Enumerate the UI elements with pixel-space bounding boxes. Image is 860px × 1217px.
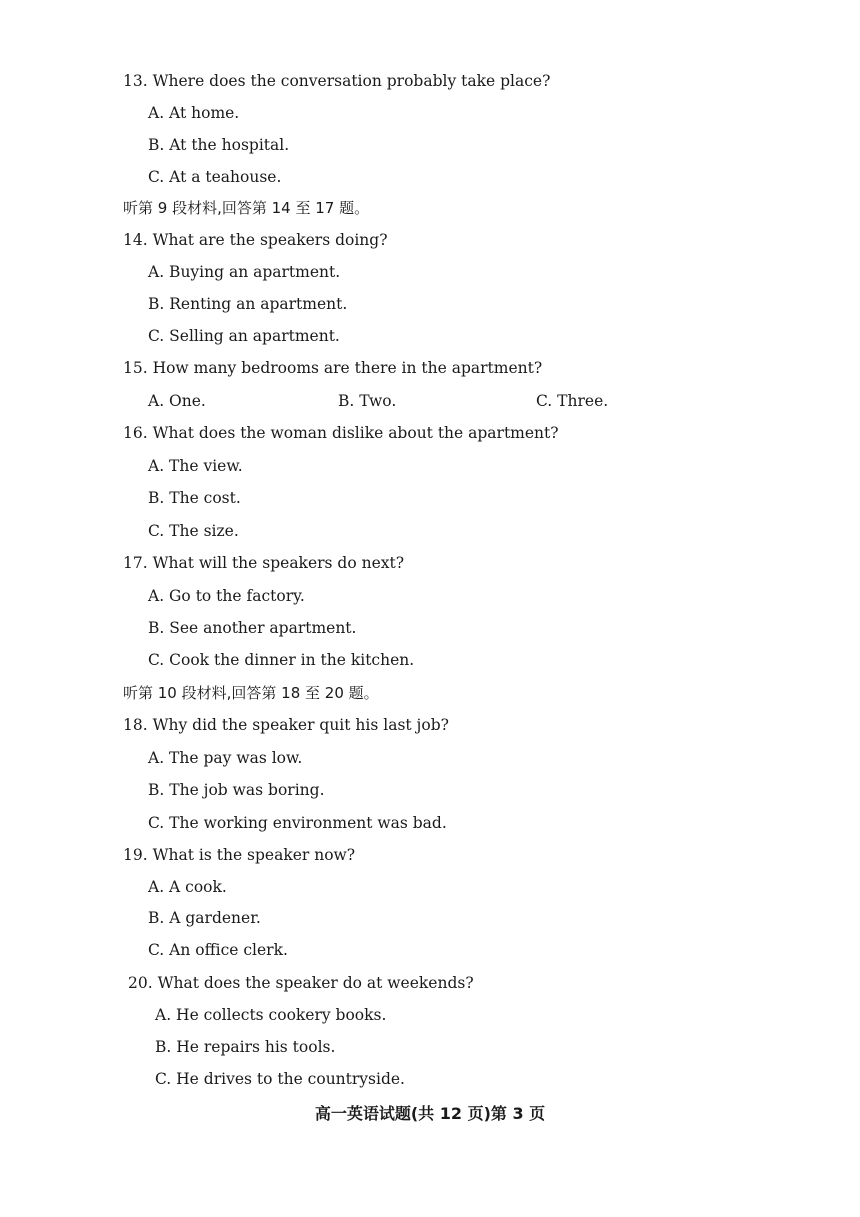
question-16-option-a: A. The view. [148,457,243,475]
question-13-option-b: B. At the hospital. [148,136,290,154]
question-18-option-b: B. The job was boring. [148,781,325,799]
question-13-option-a: A. At home. [148,104,240,122]
question-19: 19. What is the speaker now? [123,846,356,864]
page-footer: 高一英语试题(共 12 页)第 3 页 [314,1104,546,1123]
question-20-option-b: B. He repairs his tools. [155,1038,336,1056]
question-19-option-a: A. A cook. [148,878,227,896]
section-9-instruction: 听第 9 段材料,回答第 14 至 17 题。 [123,199,370,217]
question-15-option-b: B. Two. [338,392,397,410]
question-14-option-b: B. Renting an apartment. [148,295,348,313]
question-15-option-c: C. Three. [536,392,609,410]
question-13-option-c: C. At a teahouse. [148,168,282,186]
question-20-option-c: C. He drives to the countryside. [155,1070,405,1088]
question-17-option-c: C. Cook the dinner in the kitchen. [148,651,415,669]
question-16-option-c: C. The size. [148,522,239,540]
question-17: 17. What will the speakers do next? [123,554,405,572]
question-18-option-a: A. The pay was low. [148,749,303,767]
question-16: 16. What does the woman dislike about the apartment? [123,424,559,442]
question-18: 18. Why did the speaker quit his last job? [123,716,449,734]
question-20: 20. What does the speaker do at weekends? [128,974,474,992]
question-14-option-a: A. Buying an apartment. [148,263,341,281]
question-13: 13. Where does the conversation probably take place? [123,72,551,90]
question-19-option-b: B. A gardener. [148,909,261,927]
question-19-option-c: C. An office clerk. [148,941,288,959]
question-14-option-c: C. Selling an apartment. [148,327,340,345]
question-20-option-a: A. He collects cookery books. [155,1006,387,1024]
question-18-option-c: C. The working environment was bad. [148,814,447,832]
question-17-option-a: A. Go to the factory. [148,587,305,605]
question-14: 14. What are the speakers doing? [123,231,388,249]
section-10-instruction: 听第 10 段材料,回答第 18 至 20 题。 [123,684,379,702]
question-16-option-b: B. The cost. [148,489,241,507]
question-15-option-a: A. One. [148,392,206,410]
question-15: 15. How many bedrooms are there in the apartment? [123,359,543,377]
question-17-option-b: B. See another apartment. [148,619,357,637]
